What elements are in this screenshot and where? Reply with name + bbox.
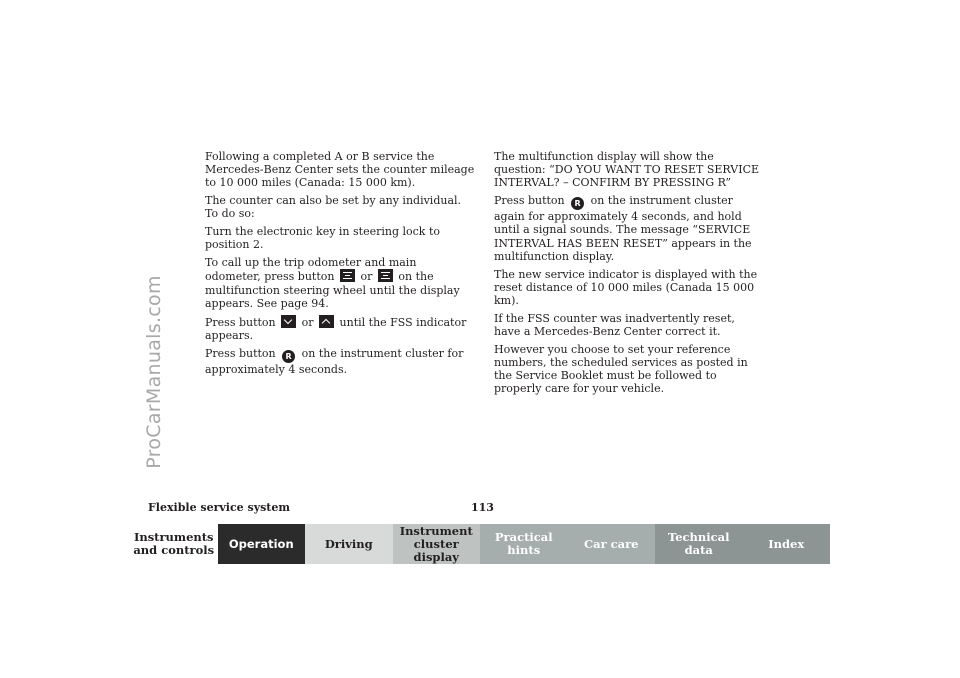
fss-text-a: Press button — [205, 315, 276, 329]
paragraph-press-again — [494, 194, 764, 263]
reset-text-b: on the instrument cluster for approximately 4 seconds. — [205, 346, 464, 376]
tab-driving[interactable]: Driving — [305, 524, 393, 564]
left-text-column — [205, 150, 475, 380]
tab-instrument-cluster-display[interactable]: Instrument cluster display — [393, 524, 481, 564]
paragraph-fss-indicator — [205, 315, 475, 342]
paragraph-service-counter: Following a completed A or B service the Mercedes-Benz Center sets the counter mileage to 10 000 miles (Canada: 15 000 km). — [205, 150, 475, 190]
display-back-button-icon — [378, 269, 393, 282]
tab-instruments-and-controls[interactable]: Instruments and controls — [130, 524, 218, 564]
section-title: Flexible service system — [148, 501, 291, 514]
tab-car-care[interactable]: Car care — [568, 524, 656, 564]
odometer-text-b: on the multifunction steering wheel until the display appears. See page 94. — [205, 270, 460, 310]
paragraph-scheduled-services: However you choose to set your reference numbers, the scheduled services as posted in the Service Booklet must be followed to properly care for your vehicle. — [494, 342, 748, 396]
paragraph-display-question: The multifunction display will show the question: “DO YOU WANT TO RESET SERVICE INTERVAL? – CONFIRM BY PRESSING R” — [494, 150, 760, 190]
press-again-text-a: Press button — [494, 194, 565, 208]
reset-button-icon: R — [571, 197, 584, 210]
chevron-up-button-icon — [319, 315, 334, 328]
page-number: 113 — [471, 501, 494, 514]
paragraph-set-by-individual: The counter can also be set by any individual. To do so: — [205, 194, 462, 221]
paragraph-inadvertent-reset: If the FSS counter was inadvertently reset, have a Mercedes-Benz Center correct it. — [494, 311, 735, 339]
press-again-text-b: on the instrument cluster again for approximately 4 seconds, and hold until a signal sounds. The message “SERVICE INTERVAL HAS BEEN RESET” appears in the multifunction display. — [494, 194, 752, 263]
paragraph-turn-key: Turn the electronic key in steering lock to position 2. — [205, 225, 441, 252]
tab-technical-data[interactable]: Technical data — [655, 524, 743, 564]
display-forward-button-icon — [340, 269, 355, 282]
tab-practical-hints[interactable]: Practical hints — [480, 524, 568, 564]
tab-index[interactable]: Index — [743, 524, 831, 564]
paragraph-call-odometer — [205, 256, 475, 310]
reset-text-a: Press button — [205, 346, 276, 360]
odometer-text-a: To call up the trip odometer and main odometer, press button — [205, 256, 417, 284]
fss-text-or: or — [301, 315, 314, 329]
tab-operation[interactable]: Operation — [218, 524, 306, 564]
chapter-tab-bar — [130, 524, 830, 564]
right-text-column — [494, 150, 764, 400]
chevron-down-button-icon — [281, 315, 296, 328]
paragraph-new-indicator: The new service indicator is displayed with the reset distance of 10 000 miles (Canada 15 000 km). — [494, 267, 758, 308]
odometer-text-or: or — [360, 270, 373, 284]
watermark-text: ProCarManuals.com — [143, 275, 165, 469]
paragraph-press-reset — [205, 347, 475, 376]
reset-button-icon: R — [282, 350, 295, 363]
fss-text-b: until the FSS indicator appears. — [205, 315, 467, 342]
